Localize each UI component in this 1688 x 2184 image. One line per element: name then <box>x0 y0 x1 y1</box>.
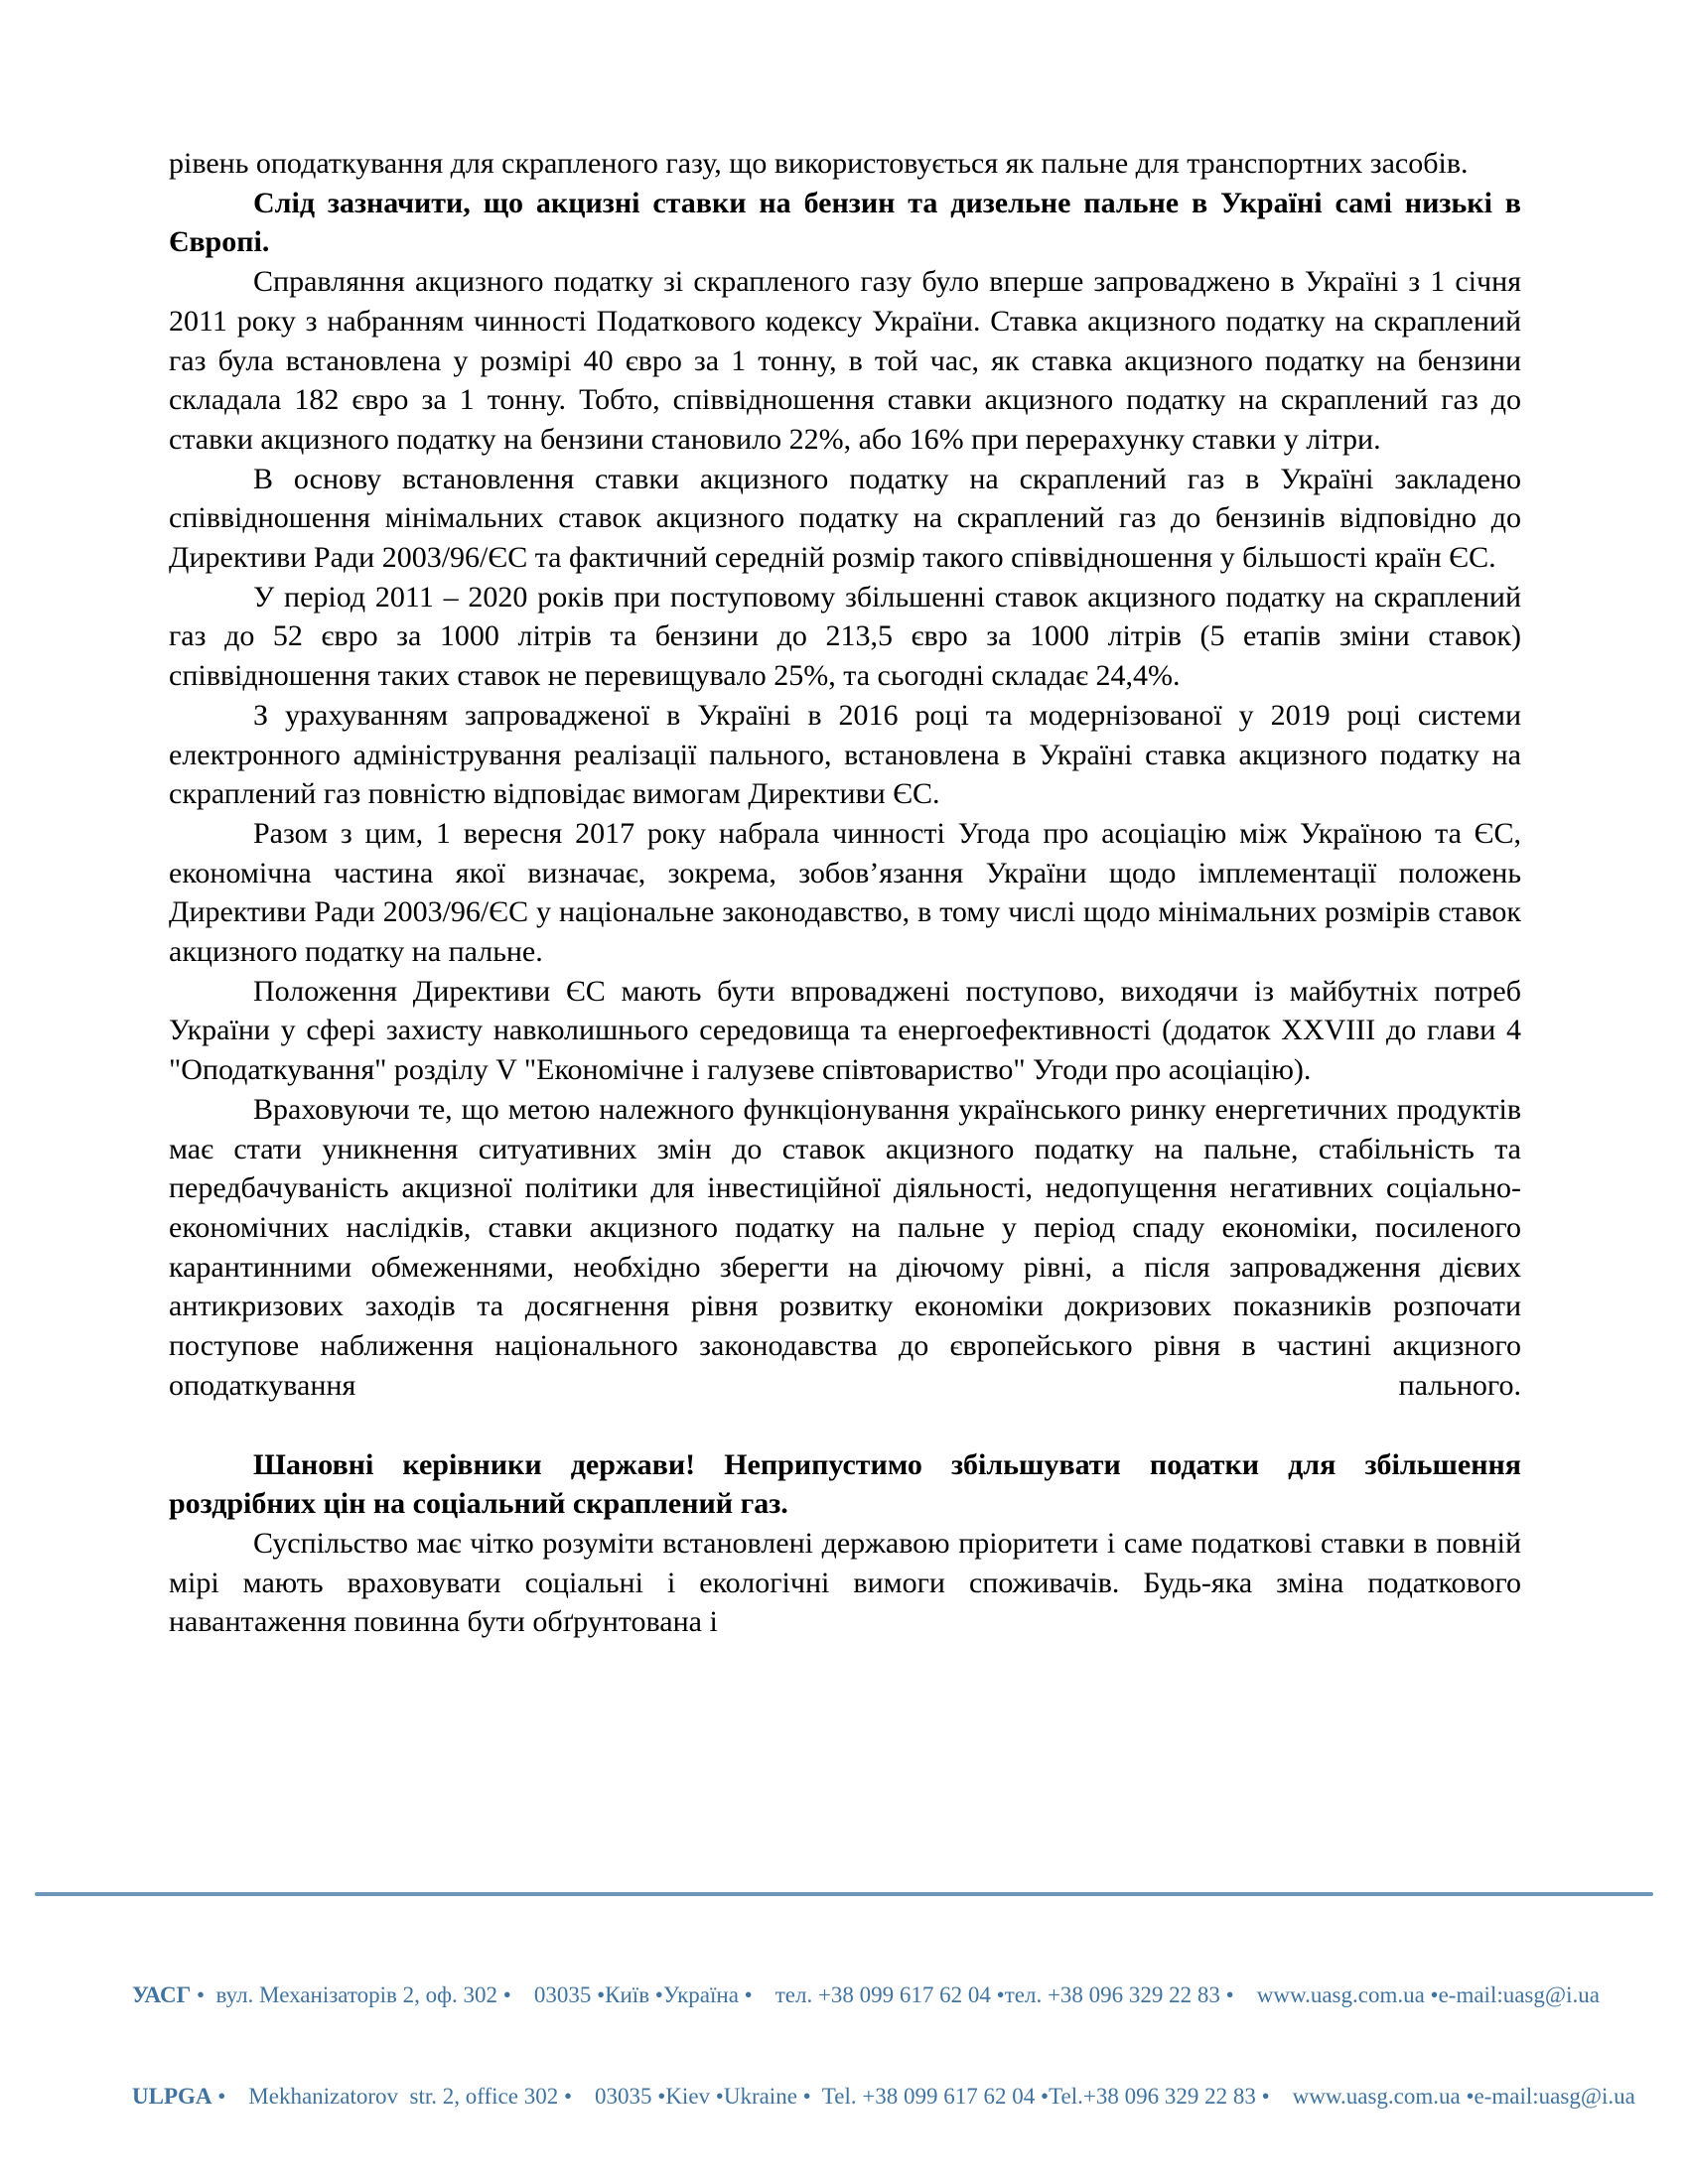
paragraph-rate-basis-directive: В основу встановлення ставки акцизного податку на скраплений газ в Україні закладено співвідношення мінімальних ставок акцизного податку на скраплений газ до бензинів відповідно до Директиви Ради 2003/96/ЄС та фактичний середній розмір такого співвідношення у більшості країн ЄС. <box>169 462 1521 575</box>
paragraph-keep-current-rates: Враховуючи те, що метою належного функціонування українського ринку енергетичних продуктів має стати уникнення ситуативних змін до ставок акцизного податку на пальне, стабільність та передбачуваність акцизної політики для інвестиційної діяльності, недопущення негативних соціально-економічних наслідків, ставки акцизного податку на пальне у період спаду економіки, посиленого карантинними обмеженнями, необхідно зберегти на діючому рівні, а після запровадження дієвих антикризових заходів та досягнення рівня розвитку економіки докризових показників розпочати поступове наближення національного законодавства до європейського рівня в частині акцизного оподаткування пального. <box>169 1092 1521 1402</box>
footer-line-uasg <box>132 1979 1688 2012</box>
paragraph-eu-directive-provisions: Положення Директиви ЄС мають бути впроваджені поступово, виходячи із майбутніх потреб України у сфері захисту навколишнього середовища та енергоефективності (додаток XXVIII до глави 4 "Оподаткування" розділу V "Економічне і галузеве співтовариство" Угоди про асоціацію). <box>169 974 1521 1087</box>
letter-body <box>169 144 1521 1642</box>
paragraph-association-agreement: Разом з цим, 1 вересня 2017 року набрала чинності Угода про асоціацію між Україною та ЄС, економічна частина якої визначає, зокрема, зобов’язання України щодо імплементації положень Директиви Ради 2003/96/ЄС у національне законодавство, в тому числі щодо мінімальних розмірів ставок акцизного податку на пальне. <box>169 816 1521 969</box>
footer-contact-details-ua: • вул. Механізаторів 2, оф. 302 • 03035 •Київ •Україна • тел. +38 099 617 62 04 •тел. +38 096 329 22 83 • www.uasg.com.ua •e-mail:uasg@i.ua <box>191 1982 1600 2007</box>
paragraph-period-2011-2020: У період 2011 – 2020 років при поступовому збільшенні ставок акцизного податку на скраплений газ до 52 євро за 1000 літрів та бензини до 213,5 євро за 1000 літрів (5 етапів зміни ставок) співвідношення таких ставок не перевищувало 25%, та сьогодні складає 24,4%. <box>169 580 1521 693</box>
org-name-uasg: УАСГ <box>132 1982 192 2007</box>
paragraph-society-priorities: Суспільство має чітко розуміти встановлені державою пріоритети і саме податкові ставки в повній мірі мають враховувати соціальні і екологічні вимоги споживачів. Будь-яка зміна податкового навантаження повинна бути обґрунтована і <box>169 1526 1521 1639</box>
footer-contact-block <box>132 1911 1688 2181</box>
paragraph-continuation: рівень оподаткування для скрапленого газу, що використовується як пальне для транспортних засобів. <box>169 147 1469 180</box>
paragraph-electronic-administration: З урахуванням запровадженої в Україні в 2016 році та модернізованої у 2019 році системи електронного адміністрування реалізації пального, встановлена в Україні ставка акцизного податку на скраплений газ повністю відповідає вимогам Директиви ЄС. <box>169 698 1521 811</box>
paragraph-bold-appeal: Шановні керівники держави! Неприпустимо збільшувати податки для збільшення роздрібних цін на соціальний скраплений газ. <box>169 1447 1521 1521</box>
paragraph-bold-excise-rates: Слід зазначити, що акцизні ставки на бензин та дизельне пальне в Україні самі низькі в Європі. <box>169 186 1521 259</box>
footer-divider <box>35 1892 1653 1896</box>
paragraph-tax-history-2011: Справляння акцизного податку зі скрапленого газу було вперше запроваджено в Україні з 1 січня 2011 року з набранням чинності Податкового кодексу України. Ставка акцизного податку на скраплений газ була встановлена у розмірі 40 євро за 1 тонну, в той час, як ставка акцизного податку на бензини складала 182 євро за 1 тонну. Тобто, співвідношення ставки акцизного податку на скраплений газ до ставки акцизного податку на бензини становило 22%, або 16% при перерахунку ставки у літри. <box>169 265 1521 456</box>
footer-contact-details-en: • Mekhanizatorov str. 2, office 302 • 03035 •Kiev •Ukraine • Tel. +38 099 617 62 04 •Tel.+38 096 329 22 83 • www.uasg.com.ua •e-mail:uasg@i.ua <box>211 2084 1635 2109</box>
org-name-ulpga: ULPGA <box>132 2084 212 2109</box>
page-footer <box>0 1892 1688 2181</box>
footer-line-ulpga <box>132 2080 1688 2114</box>
